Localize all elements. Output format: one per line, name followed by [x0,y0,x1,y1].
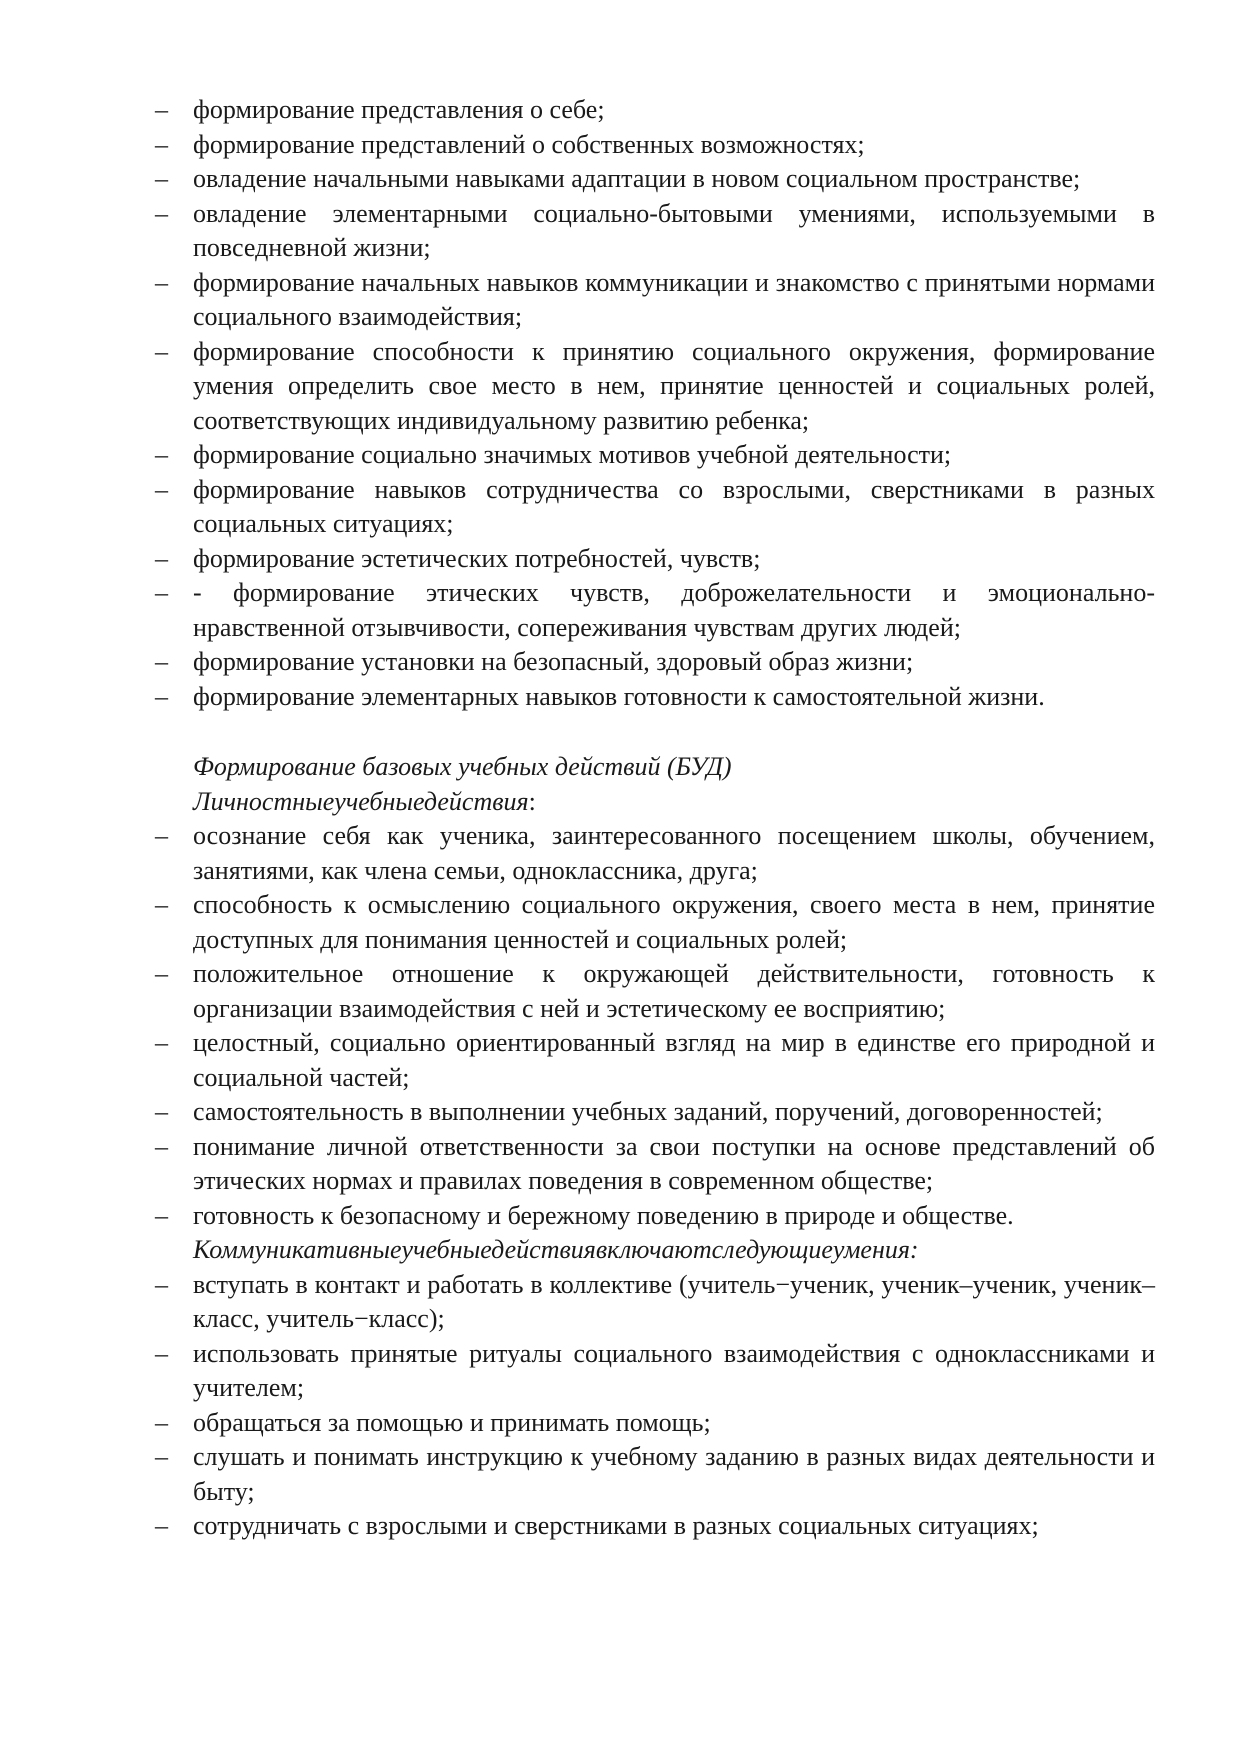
list-item-text: формирование представления о себе; [193,95,605,124]
dash-marker: – [155,1511,168,1540]
dash-marker: – [155,543,168,573]
list-item [155,1199,1155,1234]
list-item-text: формирование элементарных навыков готовности к самостоятельной жизни. [193,681,1045,711]
list-item-text: формирование установки на безопасный, здоровый образ жизни; [193,647,914,676]
dash-marker: – [155,681,168,711]
list-item-text: использовать принятые ритуалы социального взаимодействия с одноклассниками и учителем; [193,1338,1155,1402]
list-item [155,93,1155,128]
list-item-text: слушать и понимать инструкцию к учебному заданию в разных видах деятельности и быту; [193,1442,1155,1506]
page-content [155,93,1155,1544]
list-item-text: сотрудничать с взрослыми и сверстниками в разных социальных ситуациях; [193,1511,1039,1540]
dash-marker: – [155,1338,168,1368]
list-item [155,438,1155,473]
list-item-text: положительное отношение к окружающей действительности, готовность к организации взаимодействия с ней и эстетическому ее восприятию; [193,959,1155,1023]
dash-marker: – [155,890,168,919]
list-item [155,1337,1155,1406]
personal-results-list [155,93,1155,714]
list-item [155,1130,1155,1199]
list-item-text: осознание себя как ученика, заинтересованного посещением школы, обучением, занятиями, как члена семьи, одноклассника, друга; [193,821,1155,885]
communicative-actions-list [155,1268,1155,1544]
list-item [155,542,1155,577]
list-item-text: овладение начальными навыками адаптации в новом социальном пространстве; [193,164,1081,193]
list-item [155,266,1155,335]
list-item-text: готовность к безопасному и бережному поведению в природе и обществе. [193,1200,1014,1230]
dash-marker: – [155,129,168,159]
list-item [155,335,1155,439]
communicative-actions-heading: Коммуникативныеучебныедействиявключаютследующиеумения: [193,1235,919,1264]
dash-marker: – [155,1200,168,1230]
list-item-text: формирование начальных навыков коммуникации и знакомство с принятыми нормами социального взаимодействия; [193,267,1155,331]
list-item [155,645,1155,680]
list-item [155,680,1155,715]
personal-actions-heading-text: Личностныеучебныедействия [193,786,529,816]
dash-marker: – [155,647,168,676]
list-item-text: обращаться за помощью и принимать помощь; [193,1407,711,1437]
list-item [155,957,1155,1026]
dash-marker: – [155,821,168,850]
list-item [155,473,1155,542]
dash-marker: – [155,578,168,607]
dash-marker: – [155,95,168,124]
list-item [155,819,1155,888]
list-item [155,1406,1155,1441]
dash-marker: – [155,1442,168,1471]
list-item-text: понимание личной ответственности за свои поступки на основе представлений об этических нормах и правилах поведения в современном обществе; [193,1131,1155,1195]
dash-marker: – [155,198,168,228]
list-item-text: формирование эстетических потребностей, чувств; [193,543,761,573]
dash-marker: – [155,474,168,504]
list-item [155,1268,1155,1337]
bud-section-heading: Формирование базовых учебных действий (БУД) [193,752,732,781]
list-item [155,1509,1155,1544]
dash-marker: – [155,440,168,469]
list-item-text: самостоятельность в выполнении учебных заданий, поручений, договоренностей; [193,1097,1103,1126]
list-item [155,1095,1155,1130]
list-item-text: формирование социально значимых мотивов учебной деятельности; [193,440,952,469]
list-item [155,128,1155,163]
section-gap [155,714,1155,750]
dash-marker: – [155,959,168,988]
dash-marker: – [155,1028,168,1057]
personal-actions-list [155,819,1155,1233]
list-item-text: - формирование этических чувств, доброжелательности и эмоционально-нравственной отзывчивости, сопереживания чувствам других людей; [193,578,1155,642]
list-item-text: целостный, социально ориентированный взгляд на мир в единстве его природной и социальной частей; [193,1028,1155,1092]
heading-colon: : [528,786,536,816]
dash-marker: – [155,164,168,193]
list-item-text: способность к осмыслению социального окружения, своего места в нем, принятие доступных для понимания ценностей и социальных ролей; [193,890,1155,954]
dash-marker: – [155,1269,168,1299]
personal-actions-heading [155,785,1155,820]
list-item-text: формирование способности к принятию социального окружения, формирование умения определить свое место в нем, принятие ценностей и социальных ролей, соответствующих индивидуальному развитию ребенка; [193,336,1155,435]
list-item [155,576,1155,645]
list-item-text: вступать в контакт и работать в коллективе (учитель−ученик, ученик–ученик, ученик–класс, учитель−класс); [193,1269,1155,1333]
list-item [155,1026,1155,1095]
dash-marker: – [155,336,168,366]
list-item-text: формирование навыков сотрудничества со взрослыми, сверстниками в разных социальных ситуациях; [193,474,1155,538]
list-item [155,162,1155,197]
list-item [155,197,1155,266]
dash-marker: – [155,1097,168,1126]
list-item [155,1440,1155,1509]
dash-marker: – [155,267,168,297]
list-item [155,888,1155,957]
dash-marker: – [155,1131,168,1161]
dash-marker: – [155,1407,168,1437]
list-item-text: овладение элементарными социально-бытовыми умениями, используемыми в повседневной жизни; [193,198,1155,262]
list-item-text: формирование представлений о собственных возможностях; [193,129,865,159]
